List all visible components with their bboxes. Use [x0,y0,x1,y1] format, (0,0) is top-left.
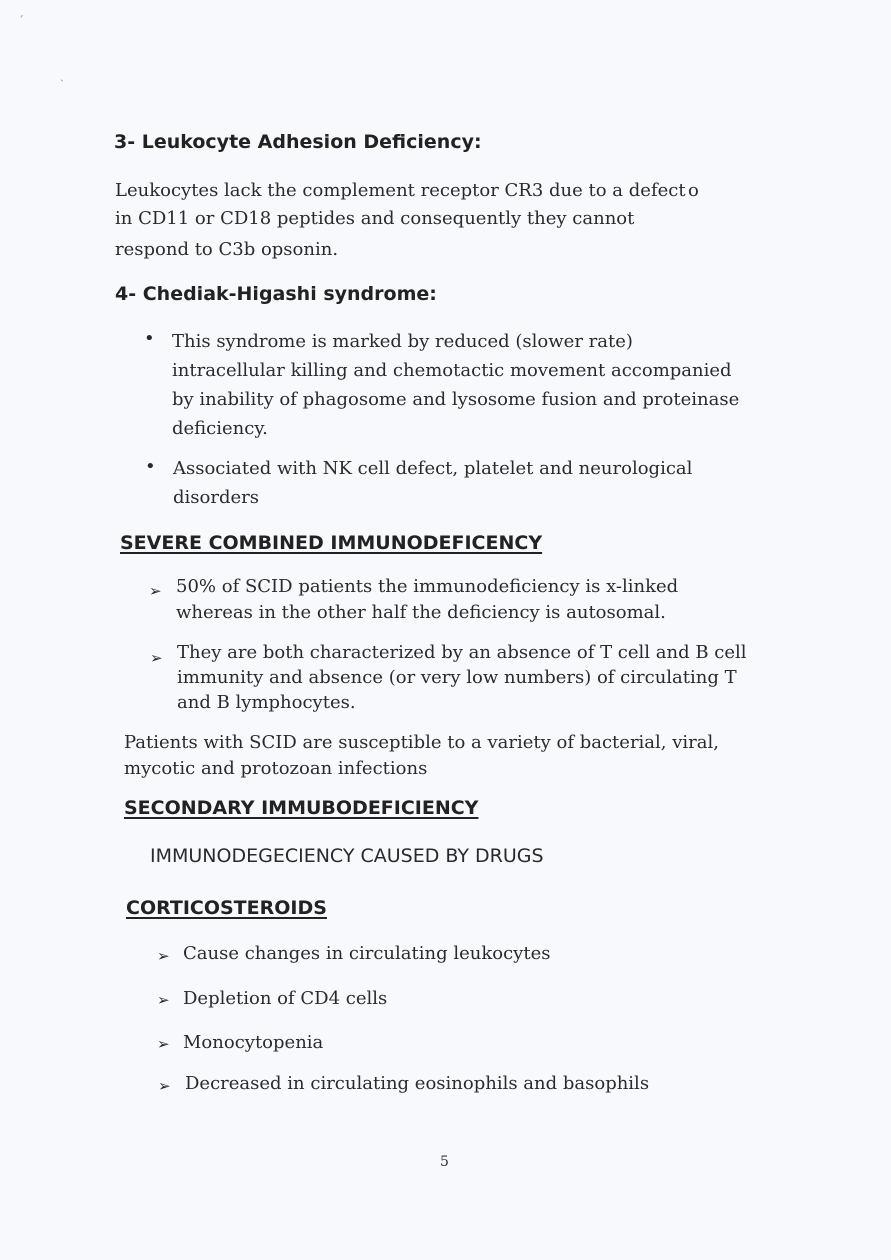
cortico-item: Cause changes in circulating leukocytes [183,943,551,964]
lad-line-3: respond to C3b opsonin. [115,239,339,260]
chs-bullet-2 [173,454,692,512]
bullet-dot-icon: • [144,328,155,349]
scid-paragraph [124,730,719,782]
section-heading-corticosteroids: CORTICOSTEROIDS [126,897,327,919]
lad-stray-mark: o [688,180,699,201]
drugs-subheading: IMMUNODEGECIENCY CAUSED BY DRUGS [150,845,544,867]
cortico-item: Decreased in circulating eosinophils and basophils [185,1073,650,1094]
scid-item-1 [176,574,678,626]
chs-bullet-1-line: This syndrome is marked by reduced (slower rate) [172,331,633,352]
section-heading-scid: SEVERE COMBINED IMMUNODEFICENCY [120,532,543,554]
scan-speck: ˊ [18,14,24,28]
arrow-bullet-icon: ➢ [158,1077,171,1095]
scid-item-1-line: whereas in the other half the deficiency is autosomal. [176,602,666,623]
scid-item-2-line: They are both characterized by an absence of T cell and B cell [177,642,747,663]
scid-item-2-line: immunity and absence (or very low numbers) of circulating T [177,667,737,688]
arrow-bullet-icon: ➢ [149,582,162,600]
section-heading-secondary: SECONDARY IMMUBODEFICIENCY [124,797,479,819]
scid-paragraph-line: mycotic and protozoan infections [124,758,428,779]
chs-bullet-1-line: deficiency. [172,418,268,439]
scid-item-2-line: and B lymphocytes. [177,692,356,713]
chs-bullet-1-line: intracellular killing and chemotactic movement accompanied [172,360,732,381]
cortico-item: Monocytopenia [183,1032,324,1053]
page-number: 5 [440,1154,449,1170]
bullet-dot-icon: • [145,456,156,477]
cortico-item: Depletion of CD4 cells [183,988,388,1009]
lad-line-2: in CD11 or CD18 peptides and consequently they cannot [115,208,635,229]
scan-speck: ˏ [60,68,64,82]
section-heading-chs: 4- Chediak-Higashi syndrome: [115,283,437,305]
chs-bullet-2-line: Associated with NK cell defect, platelet and neurological [173,458,693,479]
arrow-bullet-icon: ➢ [150,649,163,667]
chs-bullet-1 [172,327,739,443]
chs-bullet-2-line: disorders [173,487,259,508]
arrow-bullet-icon: ➢ [157,1035,170,1053]
lad-line-1: Leukocytes lack the complement receptor CR3 due to a defect [115,180,686,201]
arrow-bullet-icon: ➢ [157,991,170,1009]
chs-bullet-1-line: by inability of phagosome and lysosome fusion and proteinase [172,389,740,410]
scid-item-2 [177,640,747,715]
scid-paragraph-line: Patients with SCID are susceptible to a variety of bacterial, viral, [124,732,719,753]
section-heading-lad: 3- Leukocyte Adhesion Deficiency: [114,131,482,153]
scid-item-1-line: 50% of SCID patients the immunodeficiency is x-linked [176,576,679,597]
arrow-bullet-icon: ➢ [157,947,170,965]
